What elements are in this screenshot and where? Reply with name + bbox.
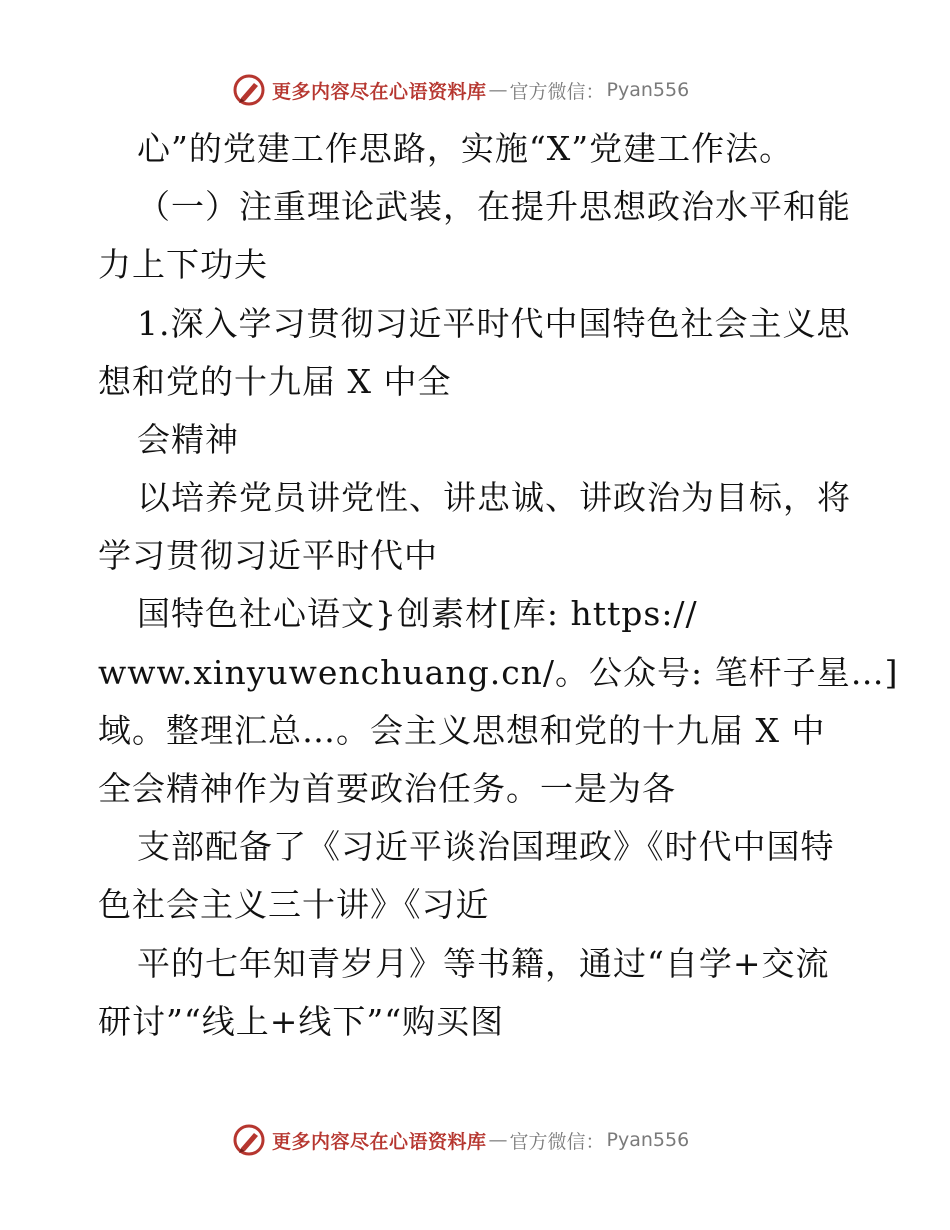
text-line: 支部配备了《习近平谈治国理政》《时代中国特	[137, 827, 835, 866]
banner-wechat-id: Pyan556	[606, 79, 690, 101]
header-banner	[232, 70, 689, 110]
banner-wechat-label: 官方微信：	[509, 1130, 605, 1153]
text-line: 学习贯彻习近平时代中	[98, 536, 438, 575]
subheading-1: 1.深入学习贯彻习近平时代中国特色社会主义思	[137, 304, 851, 343]
text-line: 以培养党员讲党性、讲忠诚、讲政治为目标，将	[137, 478, 851, 517]
pen-logo-icon	[232, 73, 266, 107]
pen-logo-icon	[232, 1123, 266, 1157]
banner-separator: —	[488, 1129, 508, 1151]
text-line: 全会精神作为首要政治任务。一是为各	[98, 769, 676, 808]
text-line: 想和党的十九届 X 中全	[98, 362, 452, 401]
banner-wechat-label: 官方微信：	[509, 80, 605, 103]
banner-main-text: 更多内容尽在心语资料库	[272, 80, 487, 103]
footer-banner	[232, 1120, 689, 1160]
text-line: 会精神	[137, 420, 239, 459]
text-line: www.xinyuwenchuang.cn/。公众号: 笔杆子星…]	[98, 653, 899, 692]
banner-main-text: 更多内容尽在心语资料库	[272, 1130, 487, 1153]
text-line: 平的七年知青岁月》等书籍，通过“自学+交流	[137, 944, 830, 983]
banner-wechat-id: Pyan556	[606, 1129, 690, 1151]
section-heading-1: （一）注重理论武装，在提升思想政治水平和能	[137, 187, 851, 226]
text-line: 研讨”“线上+线下”“购买图	[98, 1002, 505, 1041]
text-line: 心”的党建工作思路，实施“X”党建工作法。	[137, 129, 794, 168]
text-line: 力上下功夫	[98, 245, 268, 284]
text-line: 国特色社心语文}创素材[库: https://	[137, 594, 698, 633]
text-line: 色社会主义三十讲》《习近	[98, 885, 490, 924]
banner-separator: —	[488, 79, 508, 101]
text-line: 域。整理汇总…。会主义思想和党的十九届 X 中	[98, 711, 826, 750]
